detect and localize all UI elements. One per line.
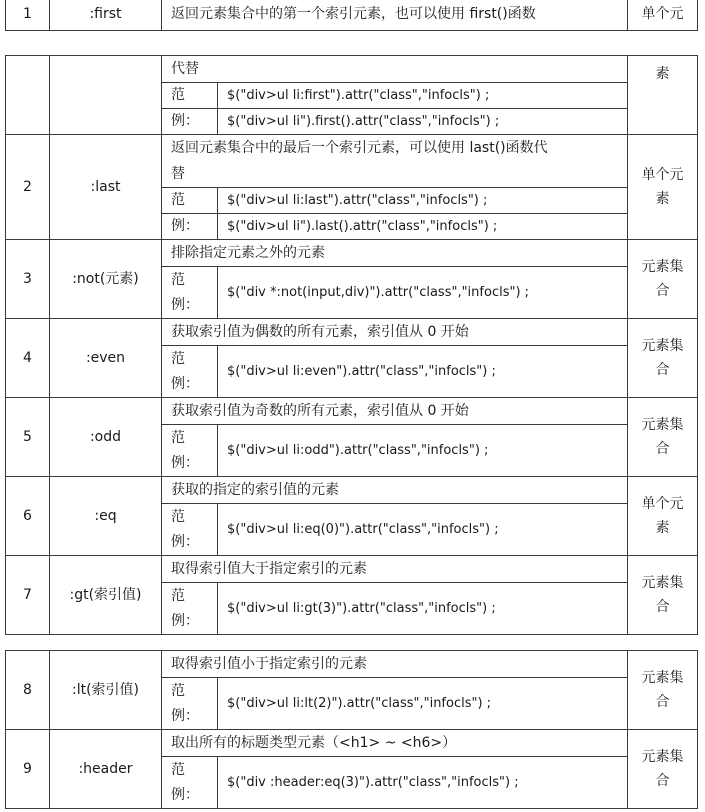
example-label-line: 范 (171, 682, 185, 699)
table-part-3 (5, 650, 698, 809)
example-label-line: 范 (171, 587, 185, 604)
row-number (6, 56, 50, 135)
selector-name: :first (50, 0, 162, 31)
selector-name: :header (50, 730, 162, 809)
example-label (162, 678, 218, 730)
return-line: 素 (655, 191, 670, 207)
return-type (628, 240, 698, 319)
return-type (628, 730, 698, 809)
description-line: 替 (171, 166, 185, 182)
row-number: 6 (6, 477, 50, 556)
selector-description: 代替 (162, 56, 628, 83)
return-type (628, 135, 698, 240)
example-code: $("div>ul li:eq(0)").attr("class","infocls") ; (218, 504, 628, 556)
table-row (6, 477, 698, 504)
example-code: $("div *:not(input,div)").attr("class","infocls") ; (218, 267, 628, 319)
table-row (6, 556, 698, 583)
example-label-line: 范 (171, 271, 185, 288)
selector-description: 获取索引值为偶数的所有元素，索引值从 0 开始 (162, 319, 628, 346)
return-line: 单个元 (641, 167, 684, 183)
example-label: 例： (162, 109, 218, 135)
return-line: 元素集 (641, 575, 684, 591)
return-line: 合 (655, 441, 670, 457)
example-code: $("div :header:eq(3)").attr("class","infocls") ; (218, 757, 628, 809)
example-label-line: 例： (171, 533, 199, 550)
selector-name: :not(元素) (50, 240, 162, 319)
table-row (6, 398, 698, 425)
example-code: $("div>ul li").last().attr("class","infocls") ; (218, 214, 628, 240)
example-label-line: 范 (171, 508, 185, 525)
example-label-line: 例： (171, 707, 199, 724)
return-line: 素 (655, 520, 670, 536)
row-number: 1 (6, 0, 50, 31)
return-line: 元素集 (641, 670, 684, 686)
example-label (162, 425, 218, 477)
return-type (628, 651, 698, 730)
example-label-line: 例： (171, 454, 199, 471)
table-row (6, 240, 698, 267)
selector-name: :gt(索引值) (50, 556, 162, 635)
row-number: 7 (6, 556, 50, 635)
example-label (162, 346, 218, 398)
example-label-line: 例： (171, 375, 199, 392)
selector-description: 获取的指定的索引值的元素 (162, 477, 628, 504)
table-row (6, 730, 698, 757)
example-label-line: 例： (171, 612, 199, 629)
return-line: 元素集 (641, 749, 684, 765)
return-line: 合 (655, 694, 670, 710)
table-row (6, 319, 698, 346)
return-line: 单个元 (641, 496, 684, 512)
example-label-line: 范 (171, 429, 185, 446)
return-line: 元素集 (641, 338, 684, 354)
example-label: 范 (162, 83, 218, 109)
example-code: $("div>ul li:first").attr("class","infocls") ; (218, 83, 628, 109)
return-line: 合 (655, 362, 670, 378)
example-label-line: 例： (171, 786, 199, 803)
selector-description: 取出所有的标题类型元素（<h1> ~ <h6>） (162, 730, 628, 757)
selector-description: 取得索引值大于指定索引的元素 (162, 556, 628, 583)
return-type: 素 (628, 56, 698, 135)
example-code: $("div>ul li:lt(2)").attr("class","infocls") ; (218, 678, 628, 730)
selector-description (162, 135, 628, 188)
selector-description: 取得索引值小于指定索引的元素 (162, 651, 628, 678)
row-number: 5 (6, 398, 50, 477)
example-label (162, 504, 218, 556)
row-number: 3 (6, 240, 50, 319)
table-row (6, 135, 698, 188)
return-line: 合 (655, 773, 670, 789)
table-part-1 (5, 0, 698, 31)
selector-name: :odd (50, 398, 162, 477)
selector-description: 返回元素集合中的第一个索引元素，也可以使用 first()函数 (162, 0, 628, 31)
selector-description: 获取索引值为奇数的所有元素，索引值从 0 开始 (162, 398, 628, 425)
return-type (628, 556, 698, 635)
description-line: 返回元素集合中的最后一个索引元素，可以使用 last()函数代 (171, 140, 548, 156)
example-code: $("div>ul li:even").attr("class","infocls") ; (218, 346, 628, 398)
table-row (6, 651, 698, 678)
table-part-2 (5, 55, 698, 635)
row-number: 9 (6, 730, 50, 809)
return-type (628, 319, 698, 398)
example-code: $("div>ul li:gt(3)").attr("class","infocls") ; (218, 583, 628, 635)
selector-name: :lt(索引值) (50, 651, 162, 730)
row-number: 2 (6, 135, 50, 240)
return-line: 合 (655, 283, 670, 299)
example-label (162, 757, 218, 809)
example-label: 例： (162, 214, 218, 240)
example-label (162, 267, 218, 319)
selector-name: :last (50, 135, 162, 240)
return-line: 元素集 (641, 417, 684, 433)
example-label: 范 (162, 188, 218, 214)
example-label-line: 例： (171, 296, 199, 313)
return-type (628, 398, 698, 477)
row-number: 8 (6, 651, 50, 730)
table-row (6, 0, 698, 31)
example-label-line: 范 (171, 761, 185, 778)
example-label-line: 范 (171, 350, 185, 367)
example-code: $("div>ul li").first().attr("class","infocls") ; (218, 109, 628, 135)
return-type (628, 477, 698, 556)
return-line: 合 (655, 599, 670, 615)
selector-name (50, 56, 162, 135)
example-code: $("div>ul li:odd").attr("class","infocls") ; (218, 425, 628, 477)
selector-description: 排除指定元素之外的元素 (162, 240, 628, 267)
selector-name: :even (50, 319, 162, 398)
example-code: $("div>ul li:last").attr("class","infocls") ; (218, 188, 628, 214)
selector-name: :eq (50, 477, 162, 556)
row-number: 4 (6, 319, 50, 398)
example-label (162, 583, 218, 635)
table-row (6, 56, 698, 83)
return-line: 元素集 (641, 259, 684, 275)
return-type: 单个元 (628, 0, 698, 31)
